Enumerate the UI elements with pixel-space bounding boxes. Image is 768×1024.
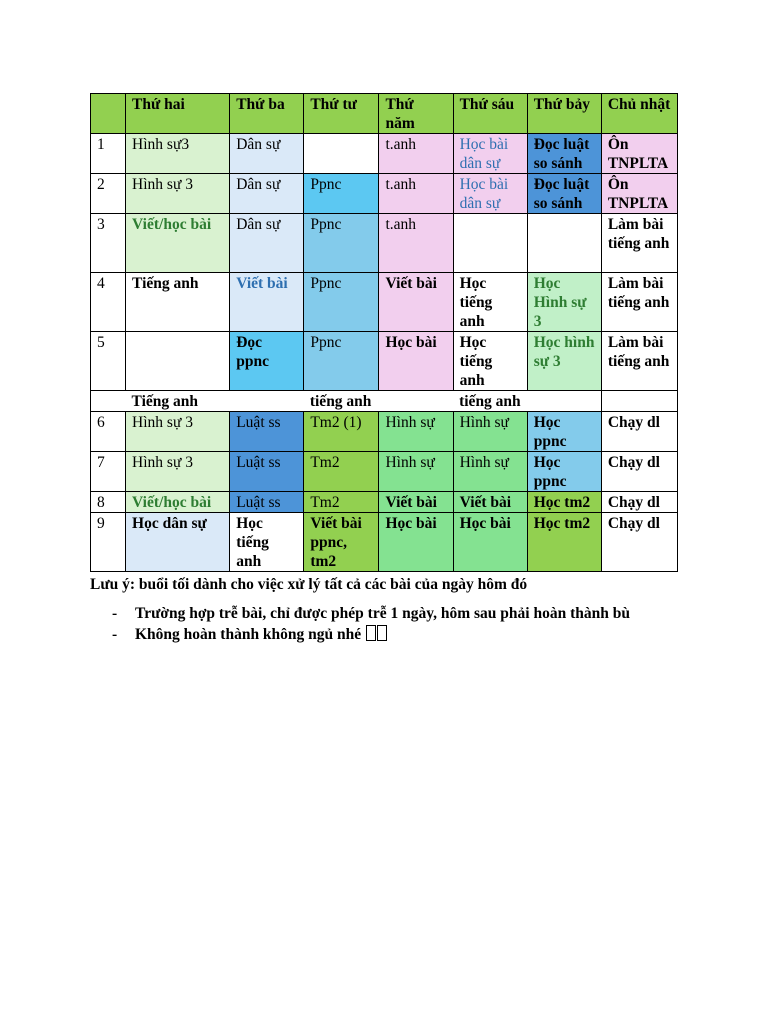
header-cell xyxy=(91,94,126,134)
table-cell: Ppnc xyxy=(304,174,379,214)
table-cell: Viết bài ppnc, tm2 xyxy=(304,513,379,572)
row-number: 7 xyxy=(91,452,126,492)
header-cell-saturday: Thứ bảy xyxy=(527,94,601,134)
table-cell: Chạy dl xyxy=(601,492,677,513)
table-cell: Chạy dl xyxy=(601,412,677,452)
table-cell: Học Hình sự 3 xyxy=(527,273,601,332)
table-cell: Học tm2 xyxy=(527,513,601,572)
bullet-marker: - xyxy=(112,605,118,622)
table-cell: Ppnc xyxy=(304,332,379,391)
table-cell: Học bài xyxy=(453,513,527,572)
table-cell: Hình sự 3 xyxy=(126,412,230,452)
row-number: 6 xyxy=(91,412,126,452)
table-cell: Học bài xyxy=(379,332,453,391)
table-cell: t.anh xyxy=(379,134,453,174)
table-cell: Học tiếng anh xyxy=(453,273,527,332)
table-cell: Dân sự xyxy=(230,134,304,174)
table-row xyxy=(91,492,678,513)
row-number: 9 xyxy=(91,513,126,572)
table-cell xyxy=(527,214,601,273)
table-cell: Học tm2 xyxy=(527,492,601,513)
table-cell xyxy=(453,214,527,273)
header-cell-wednesday: Thứ tư xyxy=(304,94,379,134)
list-item xyxy=(90,603,680,624)
table-cell: Đọc luật so sánh xyxy=(527,134,601,174)
table-cell: Hình sự xyxy=(453,452,527,492)
table-cell: Dân sự xyxy=(230,214,304,273)
table-cell: Luật ss xyxy=(230,412,304,452)
row-number: 5 xyxy=(91,332,126,391)
table-row-extra xyxy=(91,391,678,412)
table-cell: Ôn TNPLTA xyxy=(601,174,677,214)
table-cell: Hình sự 3 xyxy=(126,174,230,214)
weekly-schedule-table xyxy=(90,93,678,572)
table-cell: Viết bài xyxy=(230,273,304,332)
table-cell: Viết/học bài xyxy=(126,214,230,273)
table-cell: Học ppnc xyxy=(527,412,601,452)
row-number: 8 xyxy=(91,492,126,513)
header-cell-tuesday: Thứ ba xyxy=(230,94,304,134)
table-cell: t.anh xyxy=(379,174,453,214)
table-cell: Hình sự xyxy=(453,412,527,452)
table-row xyxy=(91,332,678,391)
table-row xyxy=(91,452,678,492)
table-cell: Đọc ppnc xyxy=(230,332,304,391)
table-cell: Tm2 xyxy=(304,452,379,492)
table-cell: Học tiếng anh xyxy=(453,332,527,391)
table-cell: Học bài xyxy=(379,513,453,572)
table-cell: Học dân sự xyxy=(126,513,230,572)
document-page xyxy=(90,93,680,645)
list-item-text: Trường hợp trễ bài, chỉ được phép trễ 1 ngày, hôm sau phải hoàn thành bù xyxy=(135,605,630,622)
table-cell xyxy=(304,134,379,174)
table-cell: Luật ss xyxy=(230,492,304,513)
table-cell: Viết bài xyxy=(379,273,453,332)
header-cell-thursday: Thứ năm xyxy=(379,94,453,134)
table-cell: Tm2 (1) xyxy=(304,412,379,452)
table-cell: Hình sự3 xyxy=(126,134,230,174)
table-header-row xyxy=(91,94,678,134)
table-row xyxy=(91,214,678,273)
table-row xyxy=(91,412,678,452)
table-cell: Hình sự xyxy=(379,452,453,492)
table-cell: Dân sự xyxy=(230,174,304,214)
missing-glyph-icon xyxy=(366,625,376,641)
table-cell xyxy=(126,332,230,391)
table-cell: Ôn TNPLTA xyxy=(601,134,677,174)
table-cell: Viết bài xyxy=(379,492,453,513)
table-cell: Làm bài tiếng anh xyxy=(601,273,677,332)
missing-glyph-icon xyxy=(377,625,387,641)
extra-cell: tiếng anh xyxy=(304,391,379,412)
table-row xyxy=(91,513,678,572)
table-cell: Học ppnc xyxy=(527,452,601,492)
bullet-marker: - xyxy=(112,626,118,643)
table-cell: Tm2 xyxy=(304,492,379,513)
table-cell: Học tiếng anh xyxy=(230,513,304,572)
table-cell: Hình sự 3 xyxy=(126,452,230,492)
extra-cell: tiếng anh xyxy=(453,391,527,412)
table-cell: Học bài dân sự xyxy=(453,134,527,174)
table-cell: Hình sự xyxy=(379,412,453,452)
table-cell: Học hình sự 3 xyxy=(527,332,601,391)
table-cell: t.anh xyxy=(379,214,453,273)
table-row xyxy=(91,134,678,174)
table-cell: Đọc luật so sánh xyxy=(527,174,601,214)
table-row xyxy=(91,273,678,332)
table-cell: Viết bài xyxy=(453,492,527,513)
list-item xyxy=(90,624,680,645)
row-number: 2 xyxy=(91,174,126,214)
header-cell-sunday: Chủ nhật xyxy=(601,94,677,134)
table-cell: Viết/học bài xyxy=(126,492,230,513)
table-cell: Luật ss xyxy=(230,452,304,492)
table-cell: Ppnc xyxy=(304,214,379,273)
table-cell: Học bài dân sự xyxy=(453,174,527,214)
row-number: 4 xyxy=(91,273,126,332)
table-cell: Tiếng anh xyxy=(126,273,230,332)
bullet-list xyxy=(90,603,680,645)
table-cell: Chạy dl xyxy=(601,513,677,572)
table-row xyxy=(91,174,678,214)
extra-cell: Tiếng anh xyxy=(126,391,230,412)
table-cell: Làm bài tiếng anh xyxy=(601,214,677,273)
row-number: 1 xyxy=(91,134,126,174)
table-cell: Ppnc xyxy=(304,273,379,332)
table-cell: Làm bài tiếng anh xyxy=(601,332,677,391)
row-number: 3 xyxy=(91,214,126,273)
table-cell: Chạy dl xyxy=(601,452,677,492)
header-cell-friday: Thứ sáu xyxy=(453,94,527,134)
header-cell-monday: Thứ hai xyxy=(126,94,230,134)
list-item-text: Không hoàn thành không ngủ nhé xyxy=(135,626,362,643)
note-text: Lưu ý: buổi tối dành cho việc xử lý tất cả các bài của ngày hôm đó xyxy=(90,576,528,593)
